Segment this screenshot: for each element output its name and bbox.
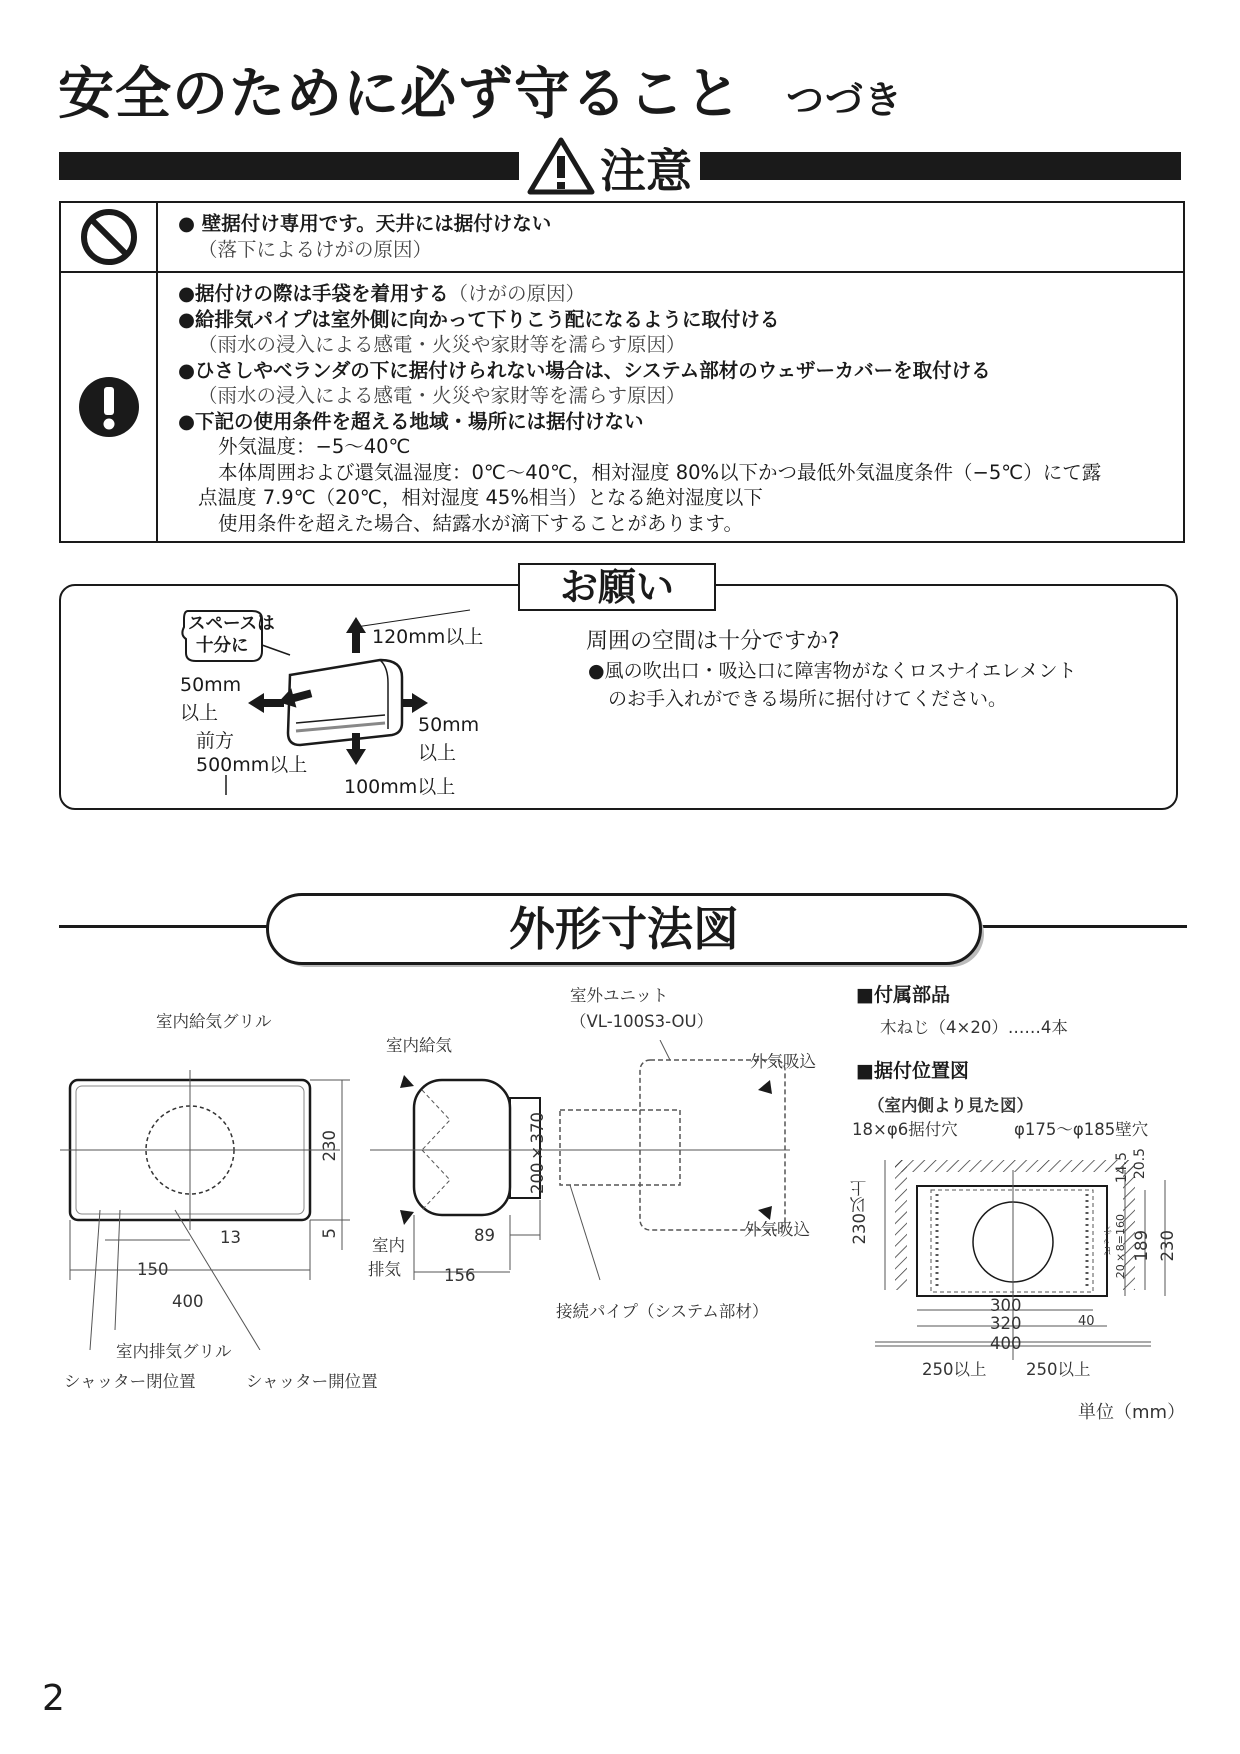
clearance-right: 50mm	[418, 714, 480, 736]
request-heading: お願い	[518, 563, 716, 611]
caution-note: （雨水の浸入による感電・火災や家財等を濡らす原因）	[198, 384, 686, 407]
dim-40: 40	[1078, 1314, 1095, 1329]
dim-400-mount: 400	[990, 1334, 1022, 1353]
mount-holes: 18×φ6据付穴	[852, 1120, 958, 1139]
clearance-right-b: 以上	[418, 742, 457, 764]
dim-189: 189	[1132, 1230, 1151, 1262]
page-title	[58, 50, 903, 130]
indoor-exhaust-label: 室内	[372, 1236, 405, 1255]
caution-heading: 注意	[600, 144, 692, 198]
caution-row-mandatory	[61, 273, 1183, 541]
outdoor-intake-bottom: 外気吸込	[744, 1220, 810, 1239]
accessories-item: 木ねじ（4×20）……4本	[880, 1018, 1068, 1037]
outdoor-intake-top: 外気吸込	[750, 1052, 816, 1071]
mount-sub: （室内側より見た図）	[868, 1096, 1033, 1115]
caution-table	[59, 201, 1185, 543]
bubble-line: スペースは	[188, 614, 275, 634]
unit-label: 単位（mm）	[1078, 1402, 1186, 1423]
section-rule-right	[975, 925, 1187, 928]
caution-text	[158, 273, 1183, 541]
title-main: 安全のために必ず守ること	[58, 62, 742, 127]
caution-note: （雨水の浸入による感電・火災や家財等を濡らす原因）	[198, 333, 686, 356]
shutter-closed-label: シャッター閉位置	[64, 1372, 196, 1391]
dim-300: 300	[990, 1296, 1022, 1315]
dim-230-mount: 230	[1158, 1230, 1177, 1262]
clearance-left-b: 以上	[180, 702, 219, 724]
clearance-front: 前方	[196, 730, 235, 752]
caution-line: ●ひさしやベランダの下に据付けられない場合は、システム部材のウェザーカバーを取付ける	[178, 358, 991, 382]
dim-400: 400	[172, 1292, 204, 1311]
caution-note: （けがの原因）	[448, 282, 586, 305]
condition-line: 使用条件を超えた場合、結露水が滴下することがあります。	[218, 511, 743, 535]
condition-line: 外気温度：−5〜40℃	[218, 435, 411, 458]
request-body: ●風の吹出口・吸込口に障害物がなくロスナイエレメント	[588, 660, 1077, 682]
mount-heading: ■据付位置図	[856, 1060, 969, 1082]
dim-89: 89	[474, 1226, 495, 1245]
mount-wall-hole: φ175〜φ185壁穴	[1014, 1120, 1149, 1139]
side-view-drawing	[370, 1040, 830, 1300]
shutter-open-label: シャッター開位置	[246, 1372, 378, 1391]
supply-grille-label: 室内給気グリル	[156, 1012, 272, 1031]
bubble-text	[188, 613, 275, 657]
caution-line: ●給排気パイプは室外側に向かって下りこう配になるように取付ける	[178, 307, 780, 331]
caution-text	[158, 203, 1183, 271]
dim-230: 230	[320, 1130, 339, 1162]
caution-line	[178, 281, 1173, 307]
exclamation-icon	[77, 375, 141, 439]
dim-150: 150	[137, 1260, 169, 1279]
pipe-label: 接続パイプ（システム部材）	[556, 1302, 769, 1321]
pitch-label: ピッチ	[1104, 1226, 1115, 1256]
outdoor-unit-label: 室外ユニット	[570, 986, 669, 1005]
caution-bar-left	[59, 152, 519, 180]
indoor-exhaust-label-b: 排気	[368, 1260, 401, 1279]
caution-bar-right	[700, 152, 1181, 180]
caution-line: ● 壁据付け専用です。天井には据付けない	[178, 212, 552, 235]
caution-row-prohibited	[61, 203, 1183, 273]
dim-250b: 250以上	[1026, 1360, 1091, 1379]
clearance-front-b: 500mm以上	[196, 754, 308, 776]
warning-triangle-icon	[526, 136, 596, 196]
page-number: 2	[42, 1678, 65, 1719]
title-sub: つづき	[786, 78, 904, 122]
dim-14-5: 14.5	[1114, 1152, 1130, 1184]
dim-156: 156	[444, 1266, 476, 1285]
dim-320: 320	[990, 1314, 1022, 1333]
indoor-supply-label: 室内給気	[386, 1036, 452, 1055]
bubble-line: 十分に	[196, 636, 249, 656]
clearance-left: 50mm	[180, 674, 242, 696]
dim-20-5: 20.5	[1132, 1148, 1148, 1180]
section-heading: 外形寸法図	[266, 893, 982, 965]
dim-pitch: 20×8=160	[1114, 1214, 1127, 1279]
request-question: 周囲の空間は十分ですか?	[586, 629, 840, 654]
clearance-bottom: 100mm以上	[344, 776, 456, 798]
caution-line: ●下記の使用条件を超える地域・場所には据付けない	[178, 409, 644, 433]
dim-200x370: 200×370	[528, 1112, 547, 1194]
clearance-top: 120mm以上	[372, 626, 484, 648]
dim-13: 13	[220, 1228, 241, 1247]
exhaust-grille-label: 室内排気グリル	[116, 1342, 232, 1361]
request-body: のお手入れができる場所に据付けてください。	[608, 688, 1008, 710]
front-view-drawing	[60, 1050, 360, 1350]
condition-line: 本体周囲および還気温湿度：0℃〜40℃，相対湿度 80%以下かつ最低外気温度条件（−5℃）にて露	[218, 460, 1102, 484]
accessories-heading: ■付属部品	[856, 984, 950, 1006]
dim-5: 5	[320, 1228, 339, 1239]
caution-note: （落下によるけがの原因）	[198, 237, 433, 261]
prohibited-icon	[79, 207, 139, 267]
icon-cell	[61, 203, 158, 271]
dim-250a: 250以上	[922, 1360, 987, 1379]
dim-230up: 230以上	[850, 1180, 869, 1245]
caution-bold: ●据付けの際は手袋を着用する	[178, 282, 449, 305]
condition-line: 点温度 7.9℃（20℃，相対湿度 45%相当）となる絶対湿度以下	[198, 486, 763, 509]
outdoor-unit-model: （VL-100S3-OU）	[570, 1012, 714, 1031]
icon-cell	[61, 273, 158, 541]
section-rule-left	[59, 925, 269, 928]
